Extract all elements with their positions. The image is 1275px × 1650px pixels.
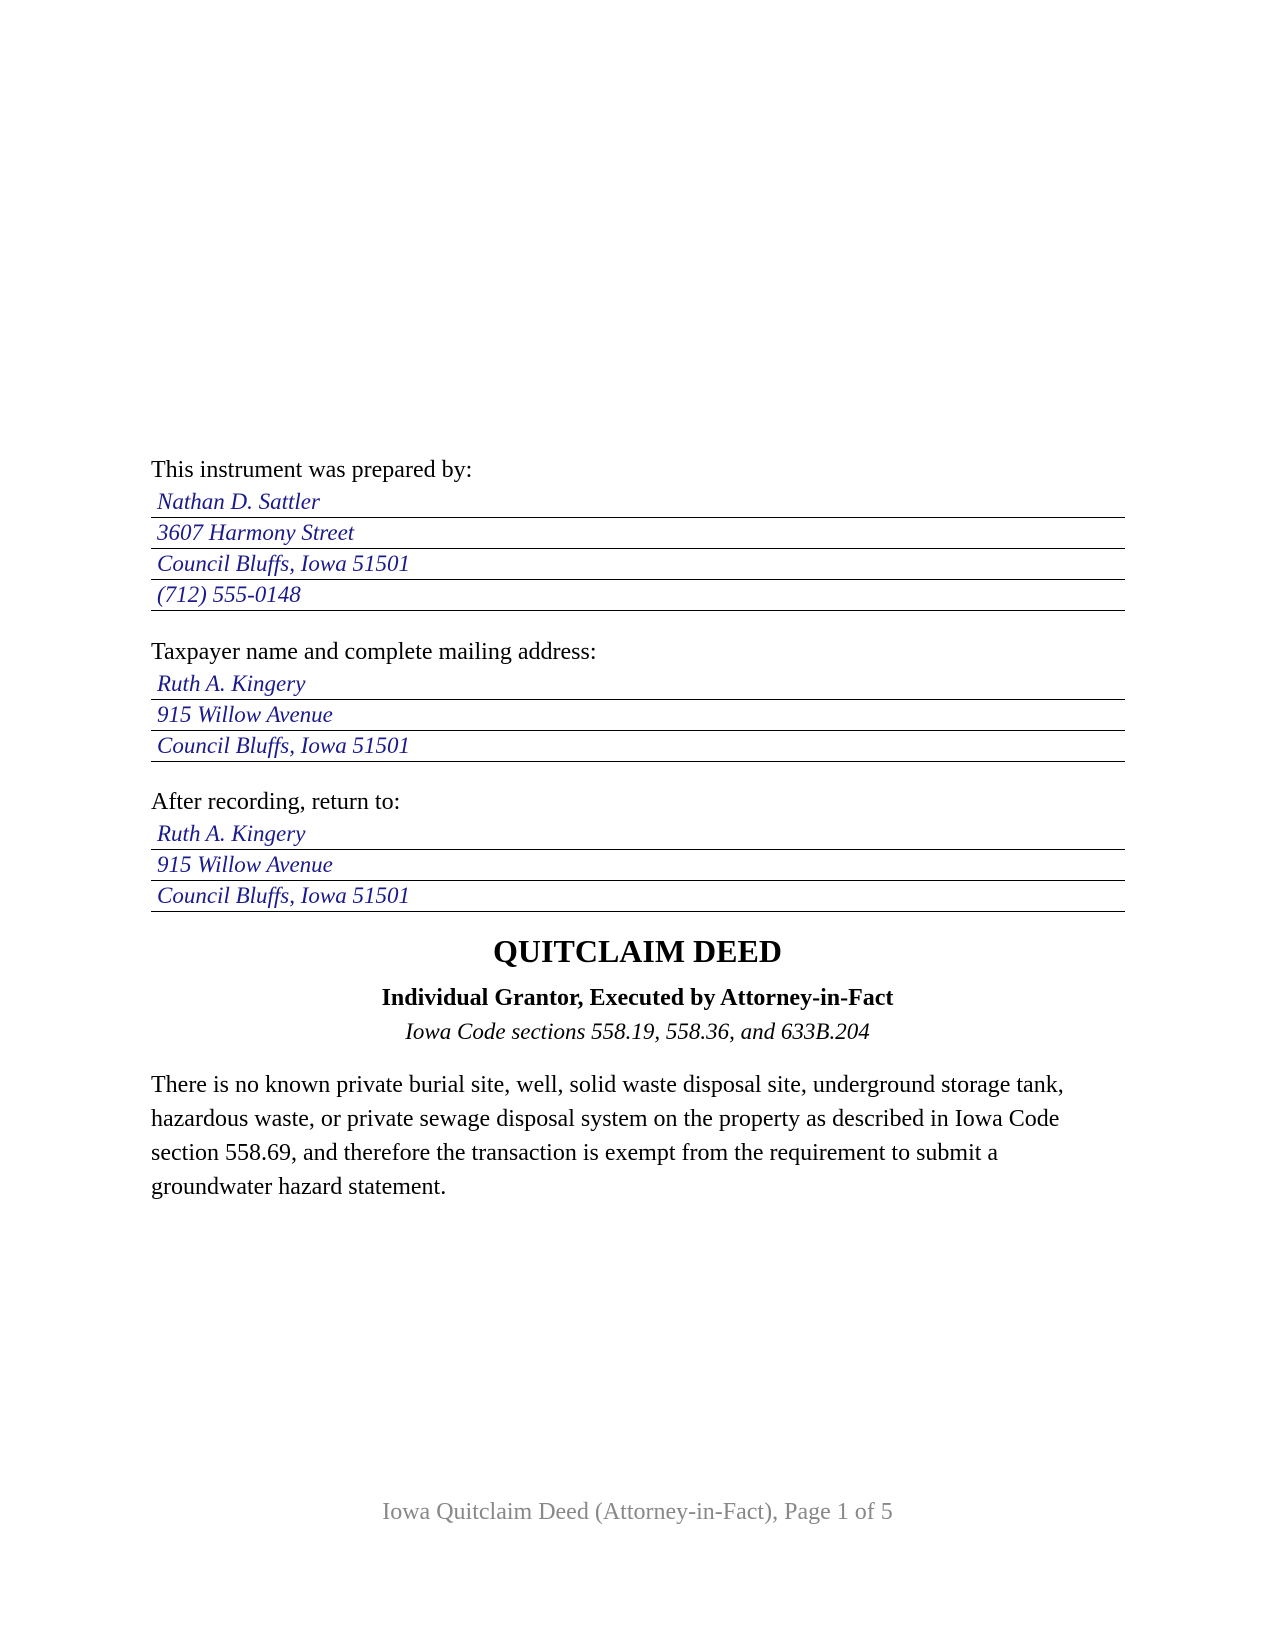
prepared-by-street: 3607 Harmony Street [151, 518, 1125, 549]
prepared-by-name: Nathan D. Sattler [151, 487, 1125, 518]
deed-subtitle: Individual Grantor, Executed by Attorney-in-Fact [381, 985, 894, 1011]
prepared-by-label: This instrument was prepared by: [151, 457, 473, 483]
prepared-by-section [151, 455, 1125, 611]
deed-statute-citation: Iowa Code sections 558.19, 558.36, and 633B.204 [405, 1019, 870, 1044]
prepared-by-phone: (712) 555-0148 [151, 580, 1125, 611]
taxpayer-name: Ruth A. Kingery [151, 669, 1125, 700]
taxpayer-section [151, 637, 1125, 762]
page-footer: Iowa Quitclaim Deed (Attorney-in-Fact), Page 1 of 5 [382, 1499, 893, 1525]
groundwater-statement: There is no known private burial site, well, solid waste disposal site, underground storage tank, hazardous waste, or private sewage disposal system on the property as described in Iowa Code section 558.69, and therefore the transaction is exempt from the requirement to submit a groundwater hazard statement. [151, 1072, 1064, 1200]
return-to-street: 915 Willow Avenue [151, 850, 1125, 881]
return-to-city: Council Bluffs, Iowa 51501 [151, 881, 1125, 912]
return-to-section [151, 787, 1125, 912]
return-to-name: Ruth A. Kingery [151, 819, 1125, 850]
return-to-label: After recording, return to: [151, 789, 401, 815]
prepared-by-city: Council Bluffs, Iowa 51501 [151, 549, 1125, 580]
taxpayer-city: Council Bluffs, Iowa 51501 [151, 731, 1125, 762]
taxpayer-label: Taxpayer name and complete mailing address: [151, 639, 597, 665]
deed-title: QUITCLAIM DEED [493, 933, 782, 969]
taxpayer-street: 915 Willow Avenue [151, 700, 1125, 731]
